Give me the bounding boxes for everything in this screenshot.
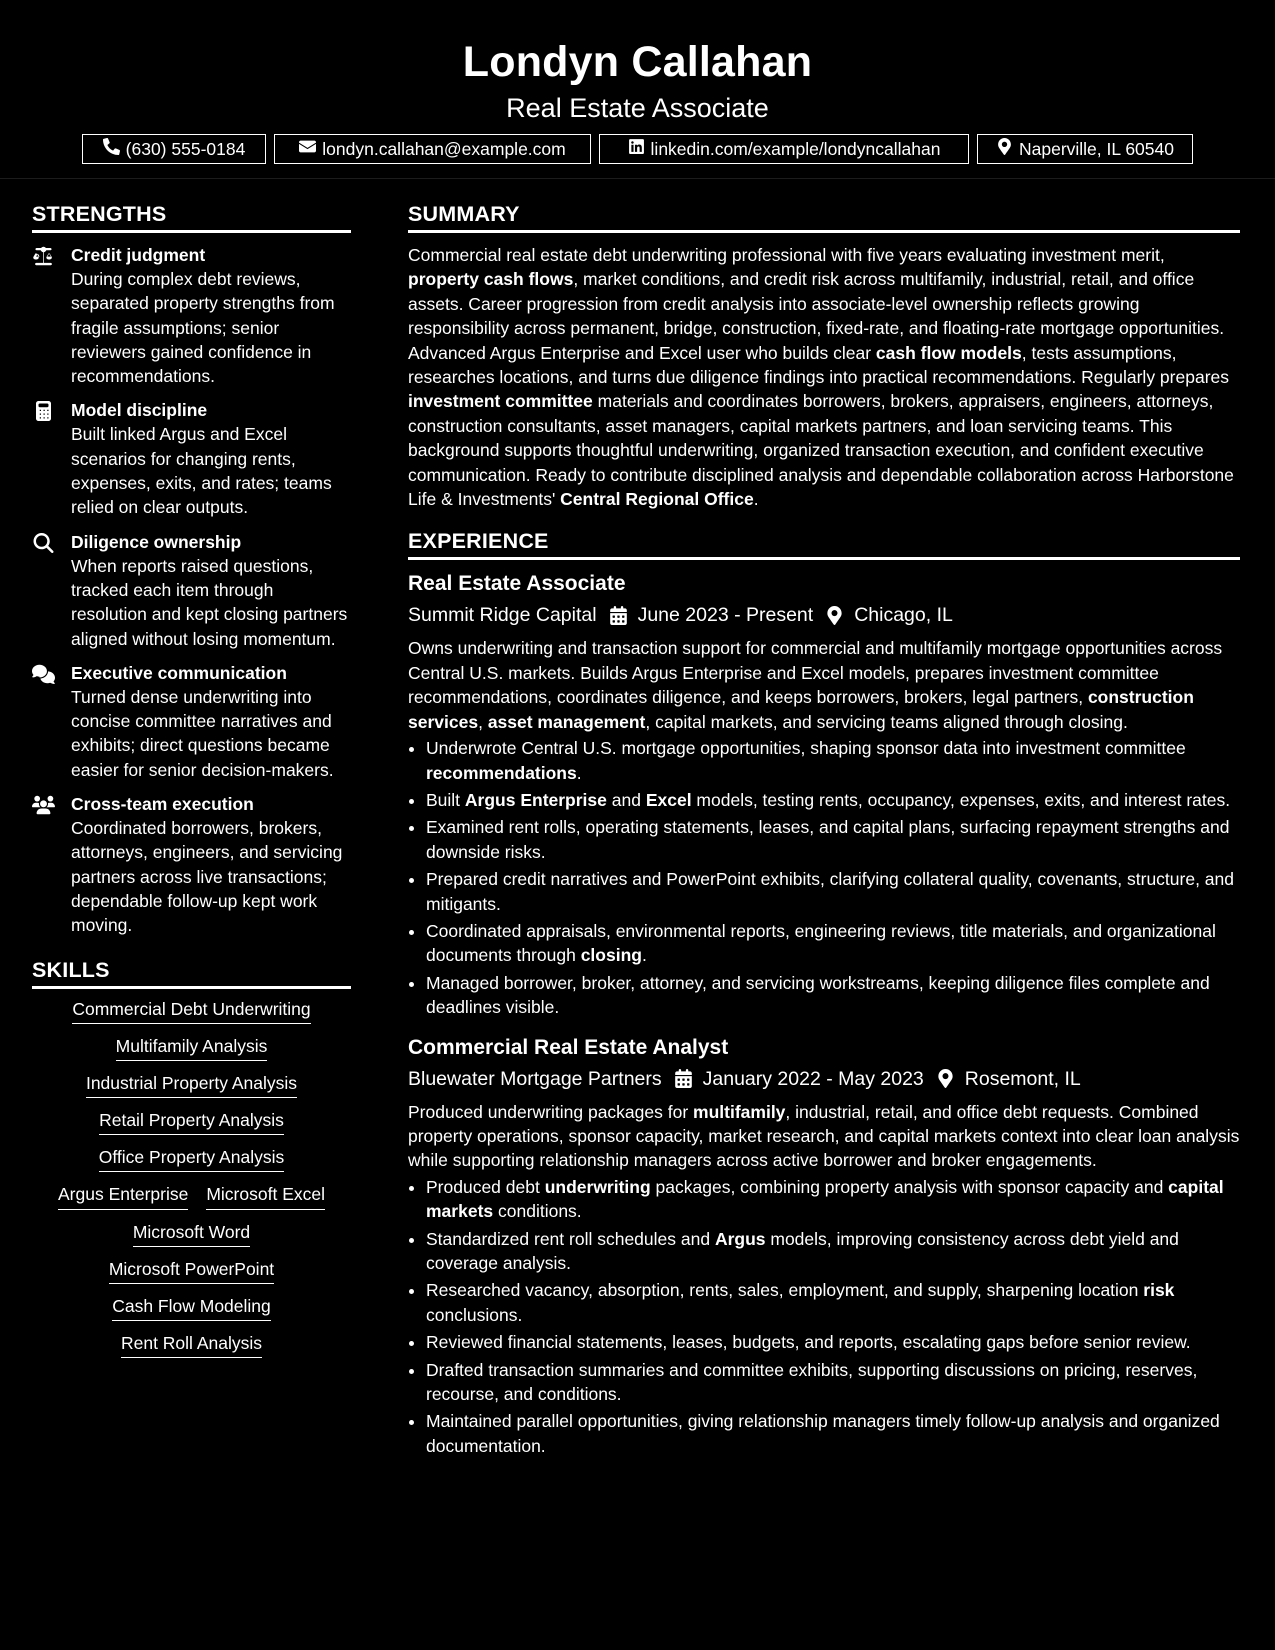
job-dates: June 2023 - Present xyxy=(637,604,814,627)
text-span: . xyxy=(753,489,759,510)
calculator-icon xyxy=(32,401,55,421)
phone-icon xyxy=(103,138,120,160)
text-span: and xyxy=(606,789,646,810)
map-pin-icon xyxy=(825,606,844,625)
skill-label: Office Property Analysis xyxy=(99,1147,284,1172)
left-column xyxy=(32,200,351,1358)
skill-tag xyxy=(32,1073,351,1098)
strength-item xyxy=(32,661,351,782)
skill-tag xyxy=(32,1110,351,1135)
job-dates: January 2022 - May 2023 xyxy=(702,1067,924,1090)
contact-location-text: Naperville, IL 60540 xyxy=(1018,138,1174,159)
contact-bar xyxy=(0,134,1275,164)
strength-title: Executive communication xyxy=(71,662,287,683)
job-bullets xyxy=(408,1175,1240,1458)
strength-description: When reports raised questions, tracked each item through resolution and kept closing partners aligned without losing momentum. xyxy=(71,555,348,649)
skill-tag xyxy=(32,999,351,1024)
strength-title: Cross-team execution xyxy=(71,794,254,815)
job-location: Chicago, IL xyxy=(854,604,953,627)
skill-label: Industrial Property Analysis xyxy=(86,1073,297,1098)
bold-text: Argus Enterprise xyxy=(464,789,607,810)
text-span: conditions. xyxy=(493,1201,582,1222)
bullet-item xyxy=(426,1330,1240,1354)
bullet-item xyxy=(426,919,1240,968)
skill-label: Rent Roll Analysis xyxy=(121,1333,262,1358)
map-pin-icon xyxy=(936,1069,955,1088)
strength-title: Model discipline xyxy=(71,400,208,421)
bullet-item xyxy=(426,736,1240,785)
job-location: Rosemont, IL xyxy=(964,1067,1081,1090)
strengths-list xyxy=(32,243,351,938)
job-title: Real Estate Associate xyxy=(408,572,626,596)
strength-description: During complex debt reviews, separated property strengths from fragile assumptions; senior reviewers gained confidence in recommendations. xyxy=(71,269,335,387)
bullet-item xyxy=(426,788,1240,812)
candidate-role: Real Estate Associate xyxy=(506,93,769,123)
job-entry xyxy=(408,570,1240,1019)
right-column xyxy=(408,200,1240,1461)
text-span: Produced debt xyxy=(426,1176,545,1197)
skill-tag xyxy=(32,1147,351,1172)
summary-heading: SUMMARY xyxy=(408,200,1240,233)
text-span: , xyxy=(478,711,488,732)
skill-tag xyxy=(32,1333,351,1358)
bullet-item xyxy=(426,1409,1240,1458)
skills-list xyxy=(32,999,351,1358)
text-span: , industrial, retail, and office debt requests. Combined property operations, sponsor capacity, market research, and capital markets context into clear loan analysis while supporting relationship managers across active borrower and broker engagements. xyxy=(408,1101,1240,1171)
text-span: Drafted transaction summaries and committee exhibits, supporting discussions on pricing, reserves, recourse, and conditions. xyxy=(426,1359,1198,1405)
linkedin-icon xyxy=(628,138,645,160)
skills-heading: SKILLS xyxy=(32,956,351,989)
text-span: Managed borrower, broker, attorney, and servicing workstreams, keeping diligence files complete and deadlines visible. xyxy=(426,972,1210,1018)
strengths-heading: STRENGTHS xyxy=(32,200,351,233)
experience-list xyxy=(408,570,1240,1458)
text-span: Examined rent rolls, operating statements, leases, and capital plans, surfacing repayment strengths and downside risks. xyxy=(426,817,1230,862)
job-company: Bluewater Mortgage Partners xyxy=(408,1067,662,1090)
skill-tag xyxy=(32,1296,351,1321)
comments-icon xyxy=(32,664,55,684)
text-span: Commercial real estate debt underwriting professional with five years evaluating investment merit, xyxy=(408,245,1165,265)
bullet-item xyxy=(426,1227,1240,1276)
resume-header xyxy=(0,0,1275,179)
envelope-icon xyxy=(299,138,316,160)
bold-text: investment committee xyxy=(408,391,593,412)
contact-phone[interactable] xyxy=(82,134,266,164)
map-pin-icon xyxy=(996,138,1013,160)
skill-label: Microsoft Word xyxy=(133,1222,250,1247)
strength-title: Credit judgment xyxy=(71,245,206,265)
text-span: Produced underwriting packages for xyxy=(408,1101,694,1122)
bullet-item xyxy=(426,815,1240,864)
bold-text: cash flow models xyxy=(875,342,1022,363)
text-span: packages, combining property analysis with sponsor capacity and xyxy=(650,1176,1169,1197)
contact-email-text: londyn.callahan@example.com xyxy=(322,138,566,159)
bold-text: construction services xyxy=(408,687,1194,732)
text-span: Prepared credit narratives and PowerPoint exhibits, clarifying collateral quality, covenants, structure, and mitigants. xyxy=(426,869,1234,914)
skill-tag xyxy=(32,1036,351,1061)
bullet-item xyxy=(426,1278,1240,1327)
text-span: Standardized rent roll schedules and xyxy=(426,1228,715,1249)
skill-tag: Microsoft Excel xyxy=(206,1184,325,1210)
strength-item xyxy=(32,792,351,937)
strength-description: Turned dense underwriting into concise committee narratives and exhibits; direct questions became easier for senior decision-makers. xyxy=(71,686,334,780)
contact-phone-text: (630) 555-0184 xyxy=(125,138,246,159)
bold-text: capital markets xyxy=(426,1176,1224,1222)
job-company: Summit Ridge Capital xyxy=(408,604,597,627)
text-span: models, testing rents, occupancy, expenses, exits, and interest rates. xyxy=(691,789,1231,810)
bold-text: asset management xyxy=(487,711,646,732)
text-span: . xyxy=(576,762,582,783)
strength-item xyxy=(32,398,351,519)
text-span: Coordinated appraisals, environmental reports, engineering reviews, title materials, and organizational documents through xyxy=(426,920,1216,966)
strength-item xyxy=(32,530,351,651)
contact-email[interactable] xyxy=(274,134,591,164)
text-span: materials and coordinates borrowers, brokers, appraisers, engineers, attorneys, construction consultants, asset managers, capital markets partners, and loan servicing teams. This background supports thoughtful underwriting, organized transaction execution, and confident executive communication. Ready to contribute disciplined analysis and dependable collaboration across Harborstone Life & Investments' xyxy=(408,391,1234,510)
strength-description: Built linked Argus and Excel scenarios for changing rents, expenses, exits, and rates; teams relied on clear outputs. xyxy=(71,424,332,518)
text-span: Researched vacancy, absorption, rents, sales, employment, and supply, sharpening location xyxy=(426,1280,1144,1301)
skill-tag: Argus Enterprise xyxy=(58,1184,188,1210)
skill-label: Commercial Debt Underwriting xyxy=(72,999,310,1024)
strength-title: Diligence ownership xyxy=(71,531,242,552)
text-span: , market conditions, and credit risk across multifamily, industrial, retail, and office assets. Career progression from credit analysis into associate-level ownership reflects growing responsibility across permanent, bridge, construction, fixed-rate, and floating-rate mortgage opportunities. Advanced Argus Enterprise and Excel user who builds clear xyxy=(408,269,1225,363)
job-title: Commercial Real Estate Analyst xyxy=(408,1035,729,1059)
bold-text: Argus xyxy=(714,1228,766,1249)
job-summary xyxy=(408,636,1240,734)
users-icon xyxy=(32,795,55,815)
bold-text: closing xyxy=(580,945,642,966)
job-meta xyxy=(408,600,1240,630)
text-span: models, improving consistency across debt yield and coverage analysis. xyxy=(426,1228,1179,1273)
bold-text: underwriting xyxy=(544,1176,651,1197)
bold-text: Excel xyxy=(645,789,692,810)
skill-label: Cash Flow Modeling xyxy=(112,1296,271,1321)
skill-tag xyxy=(32,1222,351,1247)
search-icon xyxy=(32,533,55,553)
text-span: Underwrote Central U.S. mortgage opportunities, shaping sponsor data into investment committee xyxy=(426,738,1186,759)
contact-location[interactable] xyxy=(977,134,1193,164)
bullet-item xyxy=(426,971,1240,1020)
text-span: . xyxy=(641,945,647,966)
summary-text xyxy=(408,243,1240,511)
bullet-item xyxy=(426,867,1240,916)
calendar-icon xyxy=(674,1069,693,1088)
contact-linkedin-text: linkedin.com/example/londyncallahan xyxy=(650,138,941,159)
contact-linkedin[interactable] xyxy=(599,134,969,164)
text-span: , capital markets, and servicing teams aligned through closing. xyxy=(645,711,1128,732)
text-span: Built xyxy=(426,789,465,810)
text-span: Owns underwriting and transaction support for commercial and multifamily mortgage opportunities across Central U.S. markets. Builds Argus Enterprise and Excel models, prepares investment committee recommendations, coordinates diligence, and keeps borrowers, brokers, legal partners, xyxy=(408,638,1223,708)
bold-text: risk xyxy=(1143,1280,1175,1301)
strength-description: Coordinated borrowers, brokers, attorneys, engineers, and servicing partners across live transactions; dependable follow-up kept work moving. xyxy=(71,818,343,936)
bullet-item xyxy=(426,1175,1240,1224)
bullet-item xyxy=(426,1358,1240,1407)
skill-label: Microsoft PowerPoint xyxy=(109,1259,274,1284)
candidate-name: Londyn Callahan xyxy=(462,38,813,86)
bold-text: property cash flows xyxy=(408,269,574,290)
skill-label: Retail Property Analysis xyxy=(99,1110,284,1135)
calendar-icon xyxy=(609,606,628,625)
text-span: conclusions. xyxy=(426,1304,523,1325)
experience-heading: EXPERIENCE xyxy=(408,527,1240,560)
text-span: Reviewed financial statements, leases, budgets, and reports, escalating gaps before senior review. xyxy=(426,1332,1191,1353)
skill-tag xyxy=(32,1259,351,1284)
text-span: , tests assumptions, researches locations, and turns due diligence findings into practical recommendations. Regularly prepares xyxy=(408,342,1230,388)
job-entry xyxy=(408,1034,1240,1459)
bold-text: Central Regional Office xyxy=(560,489,754,510)
bold-text: recommendations xyxy=(426,762,577,783)
scale-icon xyxy=(32,246,55,266)
skill-label: Multifamily Analysis xyxy=(116,1036,268,1061)
job-meta xyxy=(408,1064,1240,1094)
text-span: Maintained parallel opportunities, giving relationship managers timely follow-up analysis and organized documentation. xyxy=(426,1411,1220,1456)
job-bullets xyxy=(408,736,1240,1019)
job-summary xyxy=(408,1100,1240,1173)
bold-text: multifamily xyxy=(693,1101,786,1122)
strength-item xyxy=(32,243,351,388)
